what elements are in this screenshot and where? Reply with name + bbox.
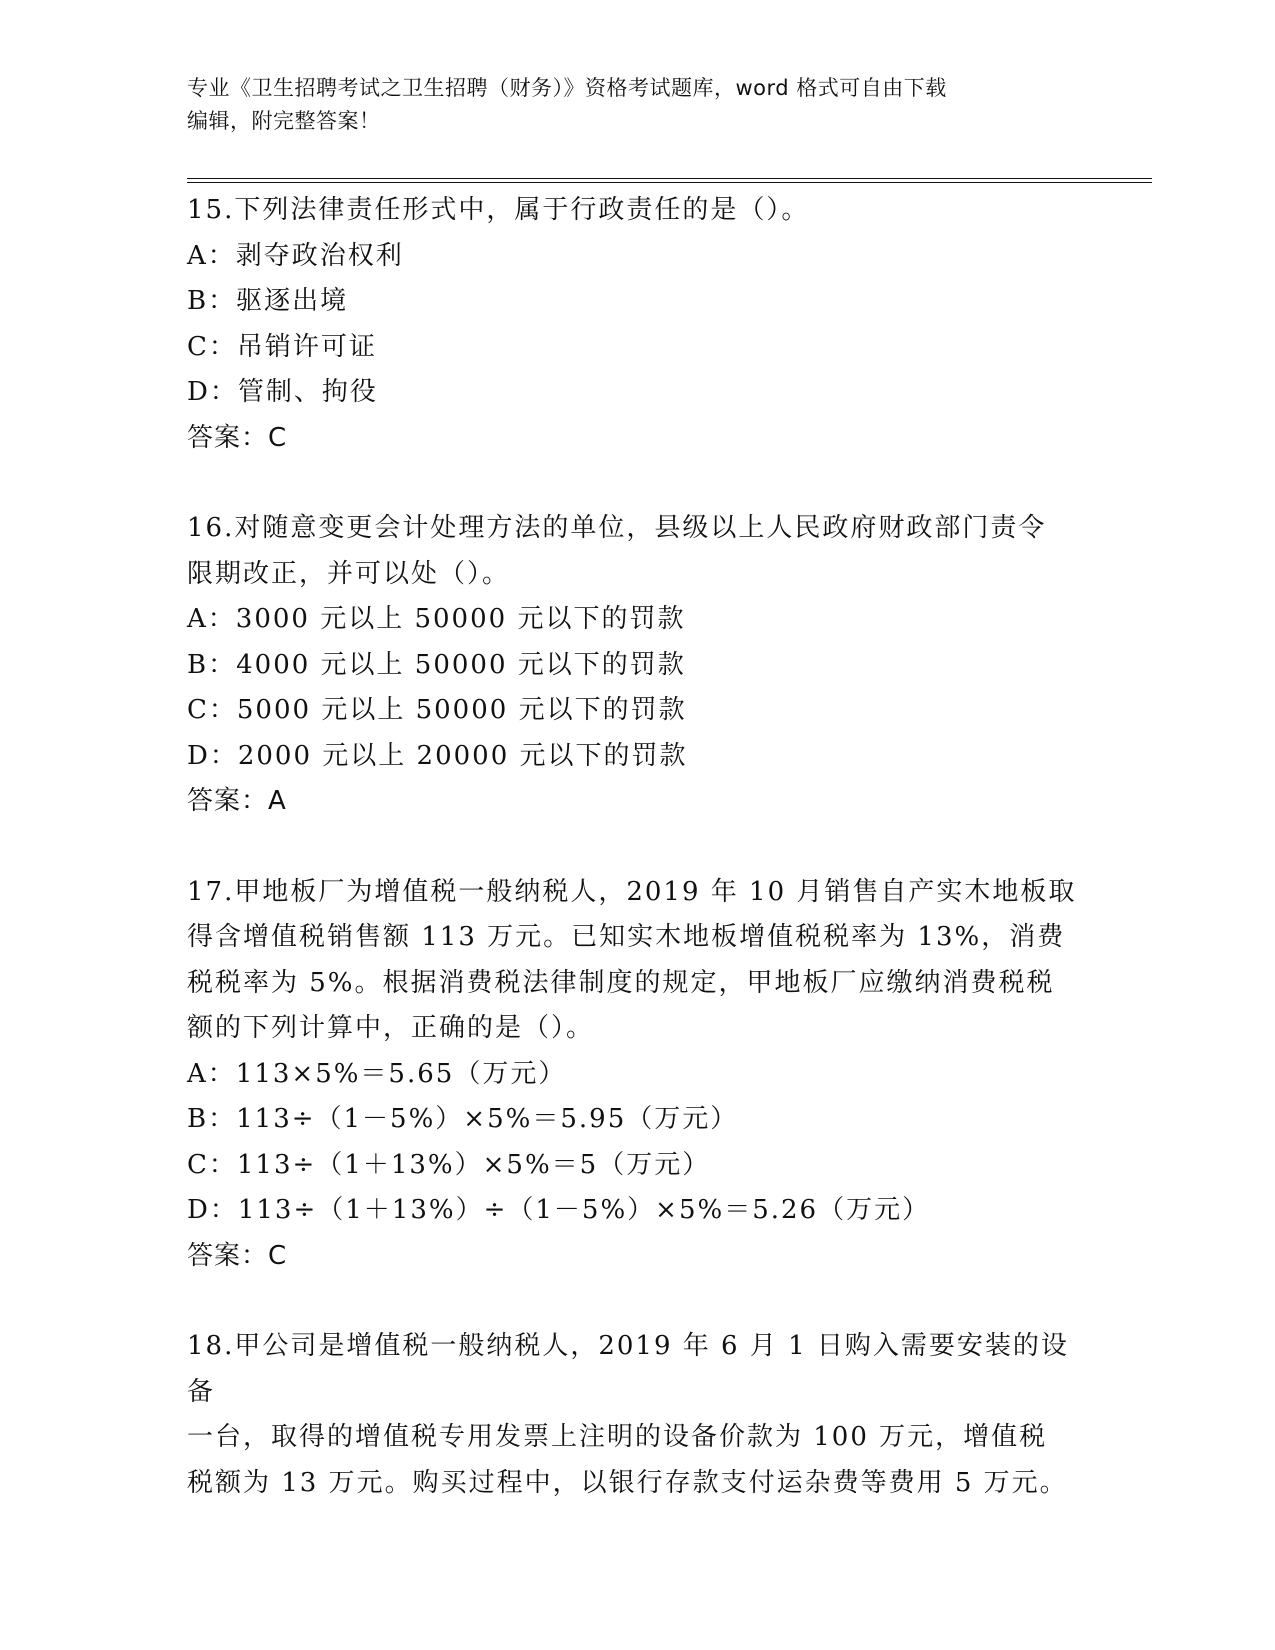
document-header bbox=[187, 72, 1067, 138]
question-17 bbox=[187, 870, 1087, 1280]
question-18 bbox=[187, 1324, 1087, 1506]
answer-label: 答案：C bbox=[187, 1240, 288, 1271]
header-line-1: 专业《卫生招聘考试之卫生招聘（财务）》资格考试题库，word 格式可自由下载 bbox=[187, 76, 947, 100]
option-b: B：驱逐出境 bbox=[187, 286, 349, 316]
answer-label: 答案：A bbox=[187, 786, 287, 816]
stem-line: 税税率为 5%。根据消费税法律制度的规定，甲地板厂应缴纳消费税税 bbox=[187, 967, 1055, 998]
question-16 bbox=[187, 506, 1087, 825]
option-c: C：5000 元以上 50000 元以下的罚款 bbox=[187, 695, 687, 725]
stem-line: 15.下列法律责任形式中，属于行政责任的是（）。 bbox=[187, 195, 810, 225]
question-list bbox=[187, 188, 1087, 1506]
stem-line: 16.对随意变更会计处理方法的单位，县级以上人民政府财政部门责令 bbox=[187, 513, 1047, 543]
stem-line: 得含增值税销售额 113 万元。已知实木地板增值税税率为 13%，消费 bbox=[187, 922, 1066, 952]
answer-label: 答案：C bbox=[187, 422, 288, 453]
option-d: D：2000 元以上 20000 元以下的罚款 bbox=[187, 740, 688, 771]
stem-line: 18.甲公司是增值税一般纳税人，2019 年 6 月 1 日购入需要安装的设备 bbox=[187, 1331, 1069, 1407]
option-a: A：3000 元以上 50000 元以下的罚款 bbox=[187, 604, 686, 634]
stem-line: 额的下列计算中，正确的是（）。 bbox=[187, 1013, 595, 1043]
question-stem bbox=[187, 188, 1087, 234]
header-divider-bottom bbox=[187, 182, 1152, 183]
option-a: A：113×5%＝5.65（万元） bbox=[187, 1058, 567, 1089]
question-stem bbox=[187, 506, 1087, 597]
stem-line: 税额为 13 万元。购买过程中，以银行存款支付运杂费等费用 5 万元。 bbox=[187, 1467, 1068, 1498]
stem-line: 一台，取得的增值税专用发票上注明的设备价款为 100 万元，增值税 bbox=[187, 1422, 1048, 1452]
option-b: B：113÷（1－5%）×5%＝5.95（万元） bbox=[187, 1104, 739, 1134]
header-divider-top bbox=[187, 178, 1152, 179]
option-d: D：113÷（1＋13%）÷（1－5%）×5%＝5.26（万元） bbox=[187, 1195, 931, 1225]
stem-line: 17.甲地板厂为增值税一般纳税人，2019 年 10 月销售自产实木地板取 bbox=[187, 876, 1077, 907]
question-stem bbox=[187, 1324, 1087, 1506]
option-a: A：剥夺政治权利 bbox=[187, 240, 404, 271]
option-c: C：吊销许可证 bbox=[187, 331, 377, 362]
question-15 bbox=[187, 188, 1087, 461]
option-b: B：4000 元以上 50000 元以下的罚款 bbox=[187, 649, 686, 680]
option-c: C：113÷（1＋13%）×5%＝5（万元） bbox=[187, 1149, 711, 1180]
option-d: D：管制、拘役 bbox=[187, 377, 378, 407]
question-stem bbox=[187, 870, 1087, 1052]
header-line-2: 编辑，附完整答案！ bbox=[187, 109, 381, 133]
stem-line: 限期改正，并可以处（）。 bbox=[187, 558, 511, 589]
